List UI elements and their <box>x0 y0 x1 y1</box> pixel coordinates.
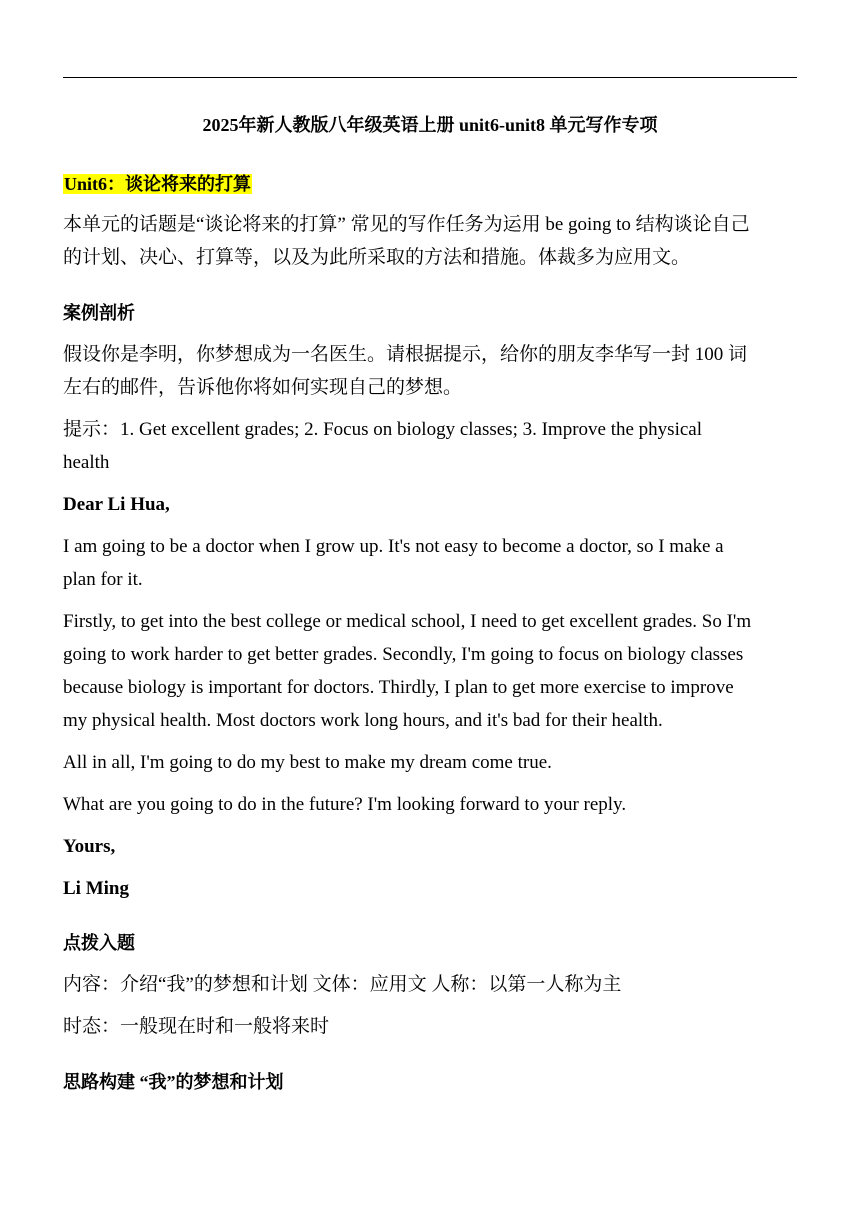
letter-paragraph-line: because biology is important for doctors. Thirdly, I plan to get more exercise to improve <box>63 677 734 698</box>
intro-line: 的计划、决心、打算等，以及为此所采取的方法和措施。体裁多为应用文。 <box>63 247 691 268</box>
letter-closing: Yours, <box>63 836 116 857</box>
letter-paragraph-line: All in all, I'm going to do my best to make my dream come true. <box>63 752 552 773</box>
letter-paragraph-line: going to work harder to get better grades. Secondly, I'm going to focus on biology classes <box>63 644 744 665</box>
letter-paragraph-line: I am going to be a doctor when I grow up. It's not easy to become a doctor, so I make a <box>63 536 724 557</box>
framework-heading: 思路构建 “我”的梦想和计划 <box>63 1072 284 1092</box>
hint-line: health <box>63 452 110 473</box>
tips-line: 内容：介绍“我”的梦想和计划 文体：应用文 人称：以第一人称为主 <box>63 974 622 995</box>
task-line: 假设你是李明，你梦想成为一名医生。请根据提示，给你的朋友李华写一封 100 词 <box>63 344 748 365</box>
letter-paragraph-line: my physical health. Most doctors work long hours, and it's bad for their health. <box>63 710 663 731</box>
letter-salutation: Dear Li Hua, <box>63 494 170 515</box>
header-rule <box>63 77 797 78</box>
intro-line: 本单元的话题是“谈论将来的打算” 常见的写作任务为运用 be going to 结构谈论自己 <box>63 214 750 235</box>
letter-paragraph-line: plan for it. <box>63 569 143 590</box>
letter-paragraph-line: Firstly, to get into the best college or medical school, I need to get excellent grades. So I'm <box>63 611 752 632</box>
unit-heading-highlight: Unit6：谈论将来的打算 <box>64 174 252 194</box>
tips-line: 时态：一般现在时和一般将来时 <box>63 1016 330 1037</box>
letter-signature: Li Ming <box>63 878 129 899</box>
unit-heading <box>63 170 803 198</box>
tips-heading: 点拨入题 <box>63 933 135 953</box>
task-line: 左右的邮件，告诉他你将如何实现自己的梦想。 <box>63 377 463 398</box>
document-title: 2025年新人教版八年级英语上册 unit6-unit8 单元写作专项 <box>202 115 658 135</box>
hint-line: 提示：1. Get excellent grades; 2. Focus on biology classes; 3. Improve the physical <box>63 419 703 440</box>
letter-paragraph-line: What are you going to do in the future? I'm looking forward to your reply. <box>63 794 627 815</box>
case-heading: 案例剖析 <box>63 303 135 323</box>
